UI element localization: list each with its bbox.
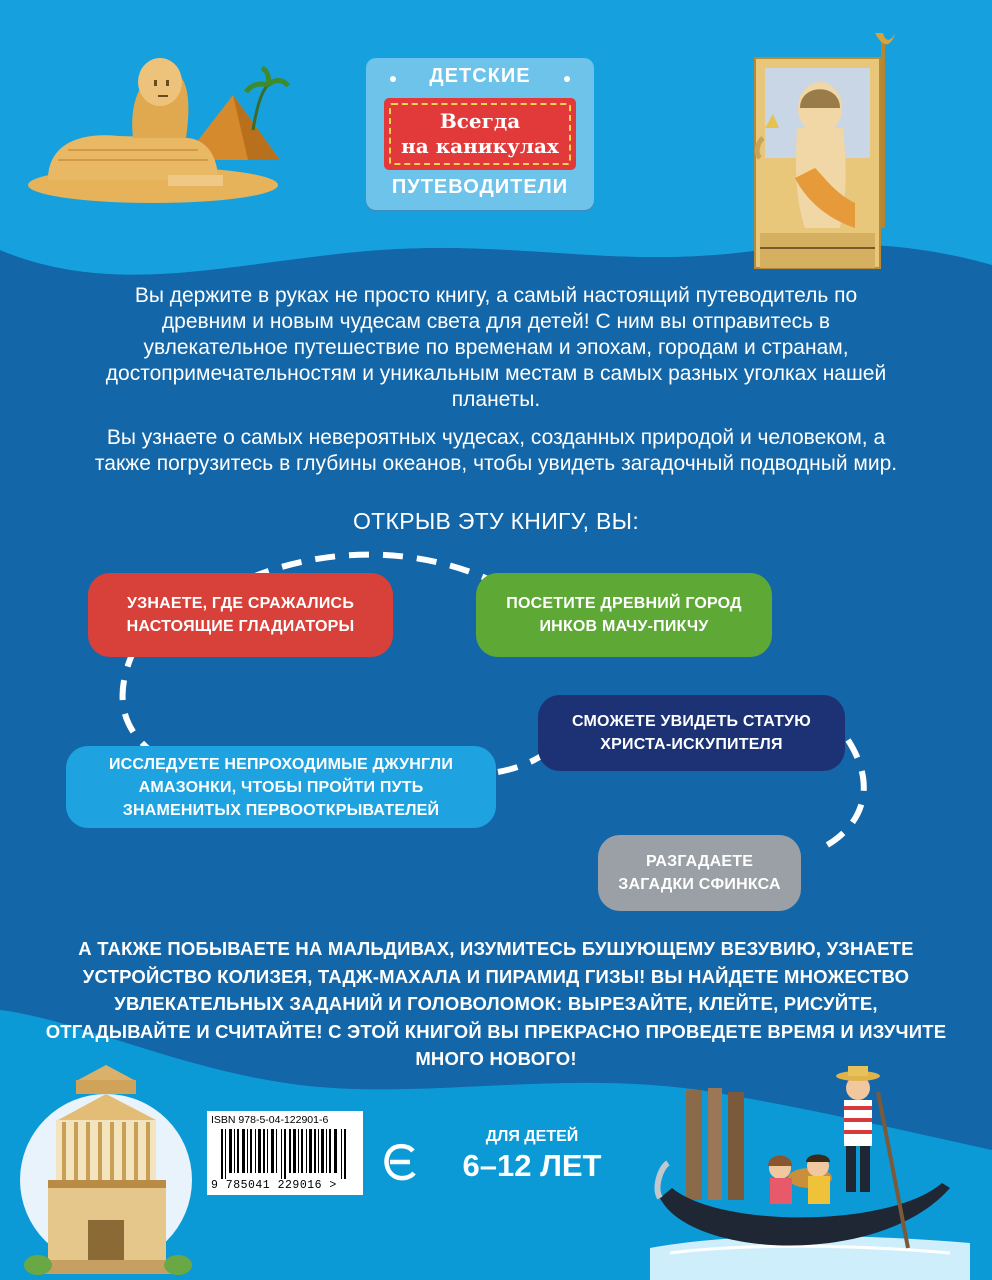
pill-sphinx-riddles [598, 835, 801, 911]
mausoleum-illustration [18, 1060, 198, 1280]
gondola-illustration [650, 1048, 970, 1280]
barcode-bars [221, 1129, 351, 1179]
pill-christ-redeemer-text: СМОЖЕТЕ УВИДЕТЬ СТАТУЮ ХРИСТА-ИСКУПИТЕЛЯ [571, 713, 812, 753]
pill-machu-picchu [476, 573, 772, 657]
badge-middle-line1: Всегда [439, 109, 521, 133]
intro-paragraph-2: Вы узнаете о самых невероятных чудесах, созданных природой и человеком, а также погрузитесь в глубины океанов, чтобы увидеть загадочный подводный мир. [94, 426, 898, 475]
publisher-logo [384, 1143, 418, 1181]
age-label: ДЛЯ ДЕТЕЙ [485, 1128, 579, 1145]
pill-amazon-jungle [66, 746, 496, 828]
badge-bottom-label: ПУТЕВОДИТЕЛИ [391, 176, 569, 198]
pill-christ-redeemer [538, 695, 845, 771]
section-title: ОТКРЫВ ЭТУ КНИГУ, ВЫ: [352, 508, 640, 534]
pill-gladiators [88, 573, 393, 657]
badge-middle-line2: на каникулах [401, 134, 559, 158]
badge-top-label: ДЕТСКИЕ [429, 65, 531, 87]
bottom-text: А ТАКЖЕ ПОБЫВАЕТЕ НА МАЛЬДИВАХ, ИЗУМИТЕСЬ БУШУЮЩЕМУ ВЕЗУВИЮ, УЗНАЕТЕ УСТРОЙСТВО КОЛИЗЕЯ, ТАДЖ-МАХАЛА И ПИРАМИД ГИЗЫ! ВЫ НАЙДЕТЕ МНОЖЕСТВО УВЛЕКАТЕЛЬНЫХ ЗАДАНИЙ И ГОЛОВОЛОМОК: ВЫРЕЗАЙТЕ, КЛЕЙТЕ, РИСУЙТЕ, ОТГАДЫВАЙТЕ И СЧИТАЙТЕ! С ЭТОЙ КНИГОЙ ВЫ ПРЕКРАСНО ПРОВЕДЕТЕ ВРЕМЯ И ИЗУЧИТЕ МНОГО НОВОГО! [45, 938, 947, 1069]
age-range: 6–12 ЛЕТ [462, 1148, 602, 1183]
pill-amazon-jungle-text: ИССЛЕДУЕТЕ НЕПРОХОДИМЫЕ ДЖУНГЛИ АМАЗОНКИ, ЧТОБЫ ПРОЙТИ ПУТЬ ЗНАМЕНИТЫХ ПЕРВООТКРЫВАТЕЛЕЙ [108, 755, 454, 819]
pill-machu-picchu-text: ПОСЕТИТЕ ДРЕВНИЙ ГОРОД ИНКОВ МАЧУ-ПИКЧУ [506, 595, 742, 635]
barcode-digits: 9 785041 229016 > [211, 1179, 337, 1192]
pill-gladiators-text: УЗНАЕТЕ, ГДЕ СРАЖАЛИСЬ НАСТОЯЩИЕ ГЛАДИАТОРЫ [126, 595, 355, 635]
isbn-barcode [207, 1111, 363, 1195]
isbn-text: ISBN 978-5-04-122901-6 [211, 1114, 329, 1126]
pill-sphinx-riddles-text: РАЗГАДАЕТЕ ЗАГАДКИ СФИНКСА [618, 853, 781, 893]
intro-paragraph-1: Вы держите в руках не просто книгу, а самый настоящий путеводитель по древним и новым чудесам света для детей! С ним вы отправитесь в увлекательное путешествие по временам и эпохам, городам и странам, достопримечательностям и уникальным местам в самых разных уголках нашей планеты. [105, 284, 887, 411]
